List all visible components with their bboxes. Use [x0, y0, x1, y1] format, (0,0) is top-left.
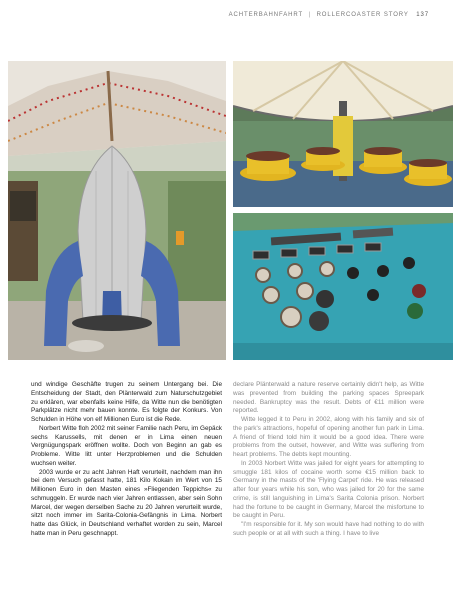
control-panel-image: [233, 213, 453, 360]
german-paragraph: Norbert Witte floh 2002 mit seiner Familie nach Peru, im Gepäck sechs Karussells, mit denen er in Lima einen neuen Vergnügungspark eröffnen wollte. Doch von Beginn an gab es Probleme. Witte litt unter Herzproblemen und die Schulden wuchsen weiter.: [31, 424, 222, 467]
english-paragraph: declare Plänterwald a nature reserve certainly didn't help, as Witte was prevented from building the parking spaces Spreepark needed. Bankruptcy was the result. Debts of €11 million were reported.: [233, 381, 424, 415]
rocket-carousel-photo: [8, 61, 226, 360]
english-paragraph: Witte legged it to Peru in 2002, along with his family and six of the park's attractions, hopeful of opening another fun park in Lima. A friend of friend told him it would be a good idea. There were problems from the outset, however, and Witte was suffering from heart problems. The debts kept mounting.: [233, 416, 424, 458]
control-panel-photo: [233, 213, 453, 360]
english-paragraph: "I'm responsible for it. My son would have had nothing to do with such people or at all with such a thing. I have to live: [233, 521, 424, 537]
english-text-column: [233, 381, 424, 539]
german-paragraph: und windige Geschäfte trugen zu seinem Untergang bei. Die Entscheidung der Stadt, den Plänterwald zum Naturschutzgebiet zu erklären, war ebenfalls keine Hilfe, da Witte nun die benötigten Parkplätze nicht mehr bauen konnte. Es folgte der Konkurs. Von Schulden in Höhe von elf Millionen Euro ist die Rede.: [31, 381, 222, 423]
english-paragraph: In 2003 Norbert Witte was jailed for eight years for attempting to smuggle 181 kilos of cocaine worth some €15 million back to Germany in the masts of the 'Flying Carpet' ride. He was released after four years while his son, who was jailed for 20 for the same crime, is still languishing in Lima's Sarita Colonia prison. Norbert had the fortune to be caught in Germany, Marcel the misfortune to be caught in Peru.: [233, 459, 424, 520]
header-section-german: ACHTERBAHNFAHRT: [228, 12, 303, 18]
teacup-ride-photo: [233, 61, 453, 207]
teacup-ride-image: [233, 61, 453, 207]
running-header: [229, 12, 429, 18]
header-separator: |: [308, 12, 311, 18]
page-number: 137: [416, 12, 429, 18]
german-paragraph: 2003 wurde er zu acht Jahren Haft verurteilt, nachdem man ihn bei dem Versuch gefasst hatte, 181 Kilo Kokain im Wert von 15 Millionen Euro in den Masten eines »Fliegenden Teppichs« zu schmuggeln. Er wurde nach vier Jahren entlassen, aber sein Sohn Marcel, der wegen derselben Sache zu 20 Jahren verurteilt wurde, sitzt noch immer im Sarita-Colonia-Gefängnis in Lima. Norbert hatte das Glück, in Deutschland verhaftet worden zu sein, Marcel hatte man in Peru geschnappt.: [31, 468, 222, 537]
german-text-column: [31, 381, 222, 539]
rocket-carousel-image: [8, 61, 226, 360]
header-section-english: ROLLERCOASTER STORY: [316, 12, 409, 18]
